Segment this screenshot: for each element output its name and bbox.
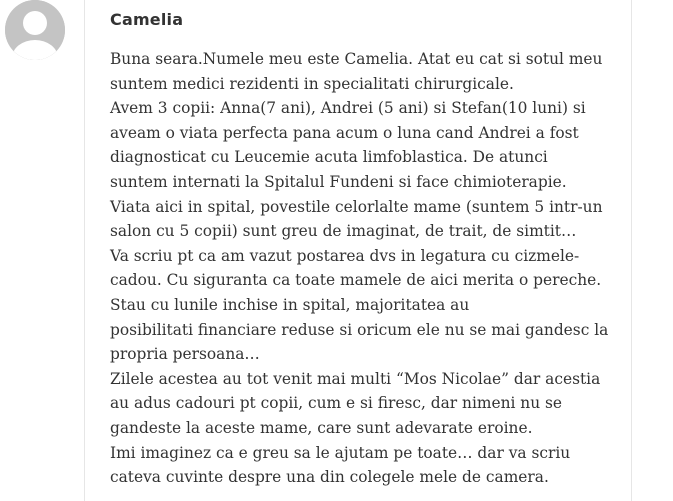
comment-line: Stau cu lunile inchise in spital, majoritatea au [110, 295, 470, 314]
comment-line: propria persoana… [110, 345, 260, 364]
comment-line: gandeste la aceste mame, care sunt adevarate eroine. [110, 418, 533, 437]
comment-line: cadou. Cu siguranta ca toate mamele de aici merita o pereche. [110, 271, 602, 290]
comment-line: suntem internati la Spitalul Fundeni si face chimioterapie. [110, 172, 567, 191]
comment-line: Buna seara.Numele meu este Camelia. Atat eu cat si sotul meu [110, 50, 603, 68]
default-user-avatar-icon [5, 0, 65, 60]
comment-line: cateva cuvinte despre una din colegele mele de camera. [110, 468, 549, 487]
comment-line: au adus cadouri pt copii, cum e si firesc, dar nimeni nu se [110, 394, 563, 413]
comment-line: aveam o viata perfecta pana acum o luna cand Andrei a fost [110, 123, 579, 142]
comment-line: Va scriu pt ca am vazut postarea dvs in legatura cu cizmele- [110, 246, 580, 265]
comment-author[interactable]: Camelia [110, 10, 184, 29]
comment-line: salon cu 5 copii) sunt greu de imaginat, de trait, de simtit… [110, 222, 577, 241]
comment-line: diagnosticat cu Leucemie acuta limfoblastica. De atunci [110, 148, 548, 167]
comment-line: posibilitati financiare reduse si oricum ele nu se mai gandesc la [110, 320, 609, 339]
comment-line: Imi imaginez ca e greu sa le ajutam pe toate… dar va scriu [110, 443, 571, 462]
comment-line: Zilele acestea au tot venit mai multi “Mos Nicolae” dar acestia [110, 369, 601, 388]
comment-line: Viata aici in spital, povestile celorlalte mame (suntem 5 intr-un [110, 197, 603, 216]
comment-line: Avem 3 copii: Anna(7 ani), Andrei (5 ani) si Stefan(10 luni) si [110, 99, 586, 118]
comment-line: suntem medici rezidenti in specialitati chirurgicale. [110, 74, 514, 93]
comment-body [110, 47, 620, 490]
avatar[interactable] [5, 0, 65, 60]
